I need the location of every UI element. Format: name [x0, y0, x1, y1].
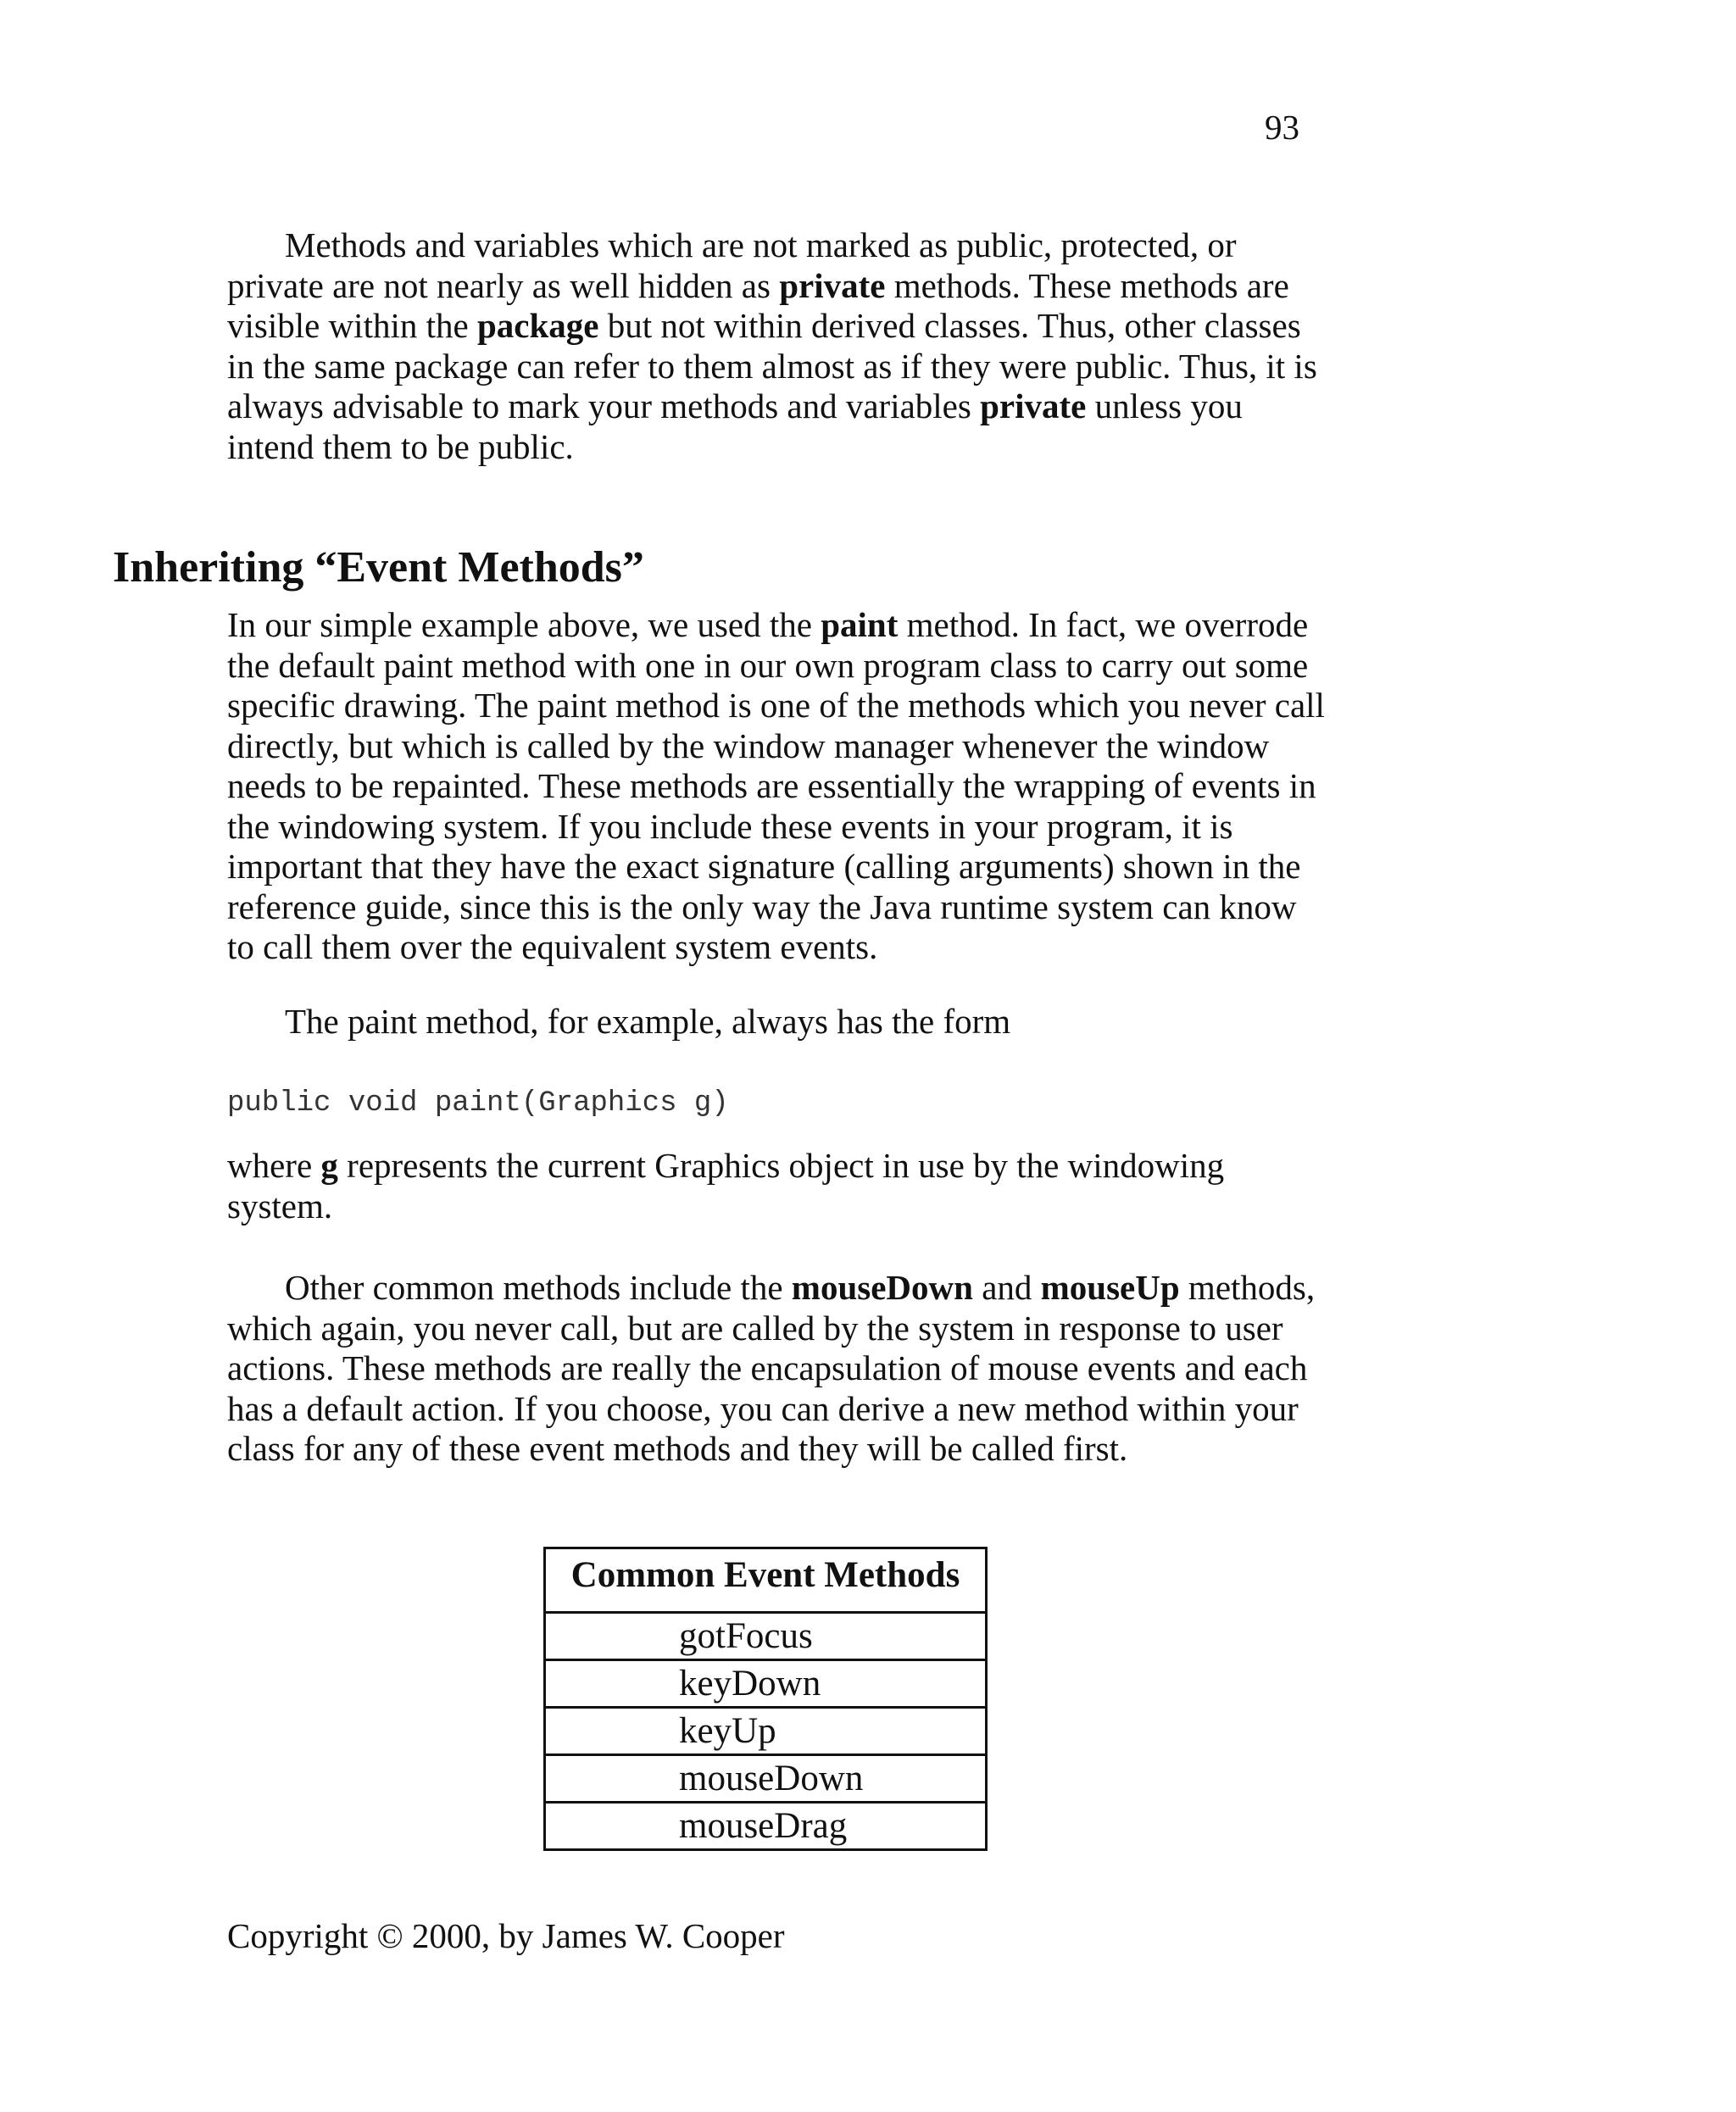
- table-row: [545, 1613, 987, 1660]
- paragraph-paint-form: [227, 1002, 1329, 1042]
- paragraph-mouse-methods: [227, 1268, 1329, 1470]
- copyright-footer: Copyright © 2000, by James W. Cooper: [227, 1916, 785, 1955]
- table-cell: mouseDrag: [545, 1803, 987, 1850]
- paragraph-text: method. In fact, we overrode the default paint method with one in our own program class to carry out some specific drawing. The paint method is one of the methods which you never call directly, but which is called by the window manager whenever the window needs to be repainted. These methods are essentially the wrapping of events in the windowing system. If you include these events in your program, it is important that they have the exact signature (calling arguments) shown in the reference guide, since this is the only way the Java runtime system can know to call them over the equivalent system events.: [227, 605, 1325, 966]
- paragraph-text: and: [972, 1268, 1041, 1307]
- bold-keyword-g: g: [320, 1146, 338, 1185]
- paragraph-text: but not within derived classes. Thus, other classes in the same package can refer to them almost as if they were public. Thus, it is always advisable to mark your methods and variables: [227, 306, 1317, 425]
- table-header-row: [545, 1548, 987, 1613]
- paragraph-text: where: [227, 1146, 321, 1185]
- paragraph-text: In our simple example above, we used the: [227, 605, 821, 644]
- table-row: [545, 1660, 987, 1708]
- bold-keyword-paint: paint: [821, 605, 899, 644]
- paragraph-text: Methods and variables which are not marked as public, protected, or private are not nearly as well hidden as: [227, 225, 1237, 305]
- paragraph-text: The paint method, for example, always has the form: [285, 1002, 1011, 1041]
- bold-keyword-mousedown: mouseDown: [791, 1268, 973, 1307]
- bold-keyword-private: private: [980, 386, 1087, 425]
- paragraph-access-modifiers: [227, 225, 1329, 467]
- table-cell: mouseDown: [545, 1755, 987, 1803]
- section-heading: Inheriting “Event Methods”: [113, 543, 644, 592]
- paragraph-text: represents the current Graphics object in use by the windowing system.: [227, 1146, 1225, 1226]
- paragraph-text: methods. These methods are visible within the: [227, 265, 1289, 345]
- table-row: [545, 1708, 987, 1755]
- bold-keyword-package: package: [476, 306, 599, 345]
- bold-keyword-private: private: [779, 265, 886, 305]
- table-row: [545, 1755, 987, 1803]
- page-number: 93: [1265, 108, 1299, 147]
- bold-keyword-mouseup: mouseUp: [1040, 1268, 1180, 1307]
- code-snippet: public void paint(Graphics g): [227, 1087, 729, 1120]
- table-cell: keyDown: [545, 1660, 987, 1708]
- table-cell: keyUp: [545, 1708, 987, 1755]
- paragraph-event-methods-intro: [227, 605, 1329, 968]
- paragraph-text: methods, which again, you never call, but are called by the system in response to user actions. These methods are really the encapsulation of mouse events and each has a default action. If you choose, you can derive a new method within your class for any of these event methods and they will be called first.: [227, 1268, 1316, 1468]
- paragraph-text: unless you intend them to be public.: [227, 386, 1243, 466]
- table-row: [545, 1803, 987, 1850]
- paragraph-text: Other common methods include the: [285, 1268, 792, 1307]
- table-cell: gotFocus: [545, 1613, 987, 1660]
- paragraph-graphics-object: [227, 1146, 1329, 1226]
- common-event-methods-table: [543, 1547, 988, 1851]
- table-header-cell: Common Event Methods: [545, 1548, 987, 1613]
